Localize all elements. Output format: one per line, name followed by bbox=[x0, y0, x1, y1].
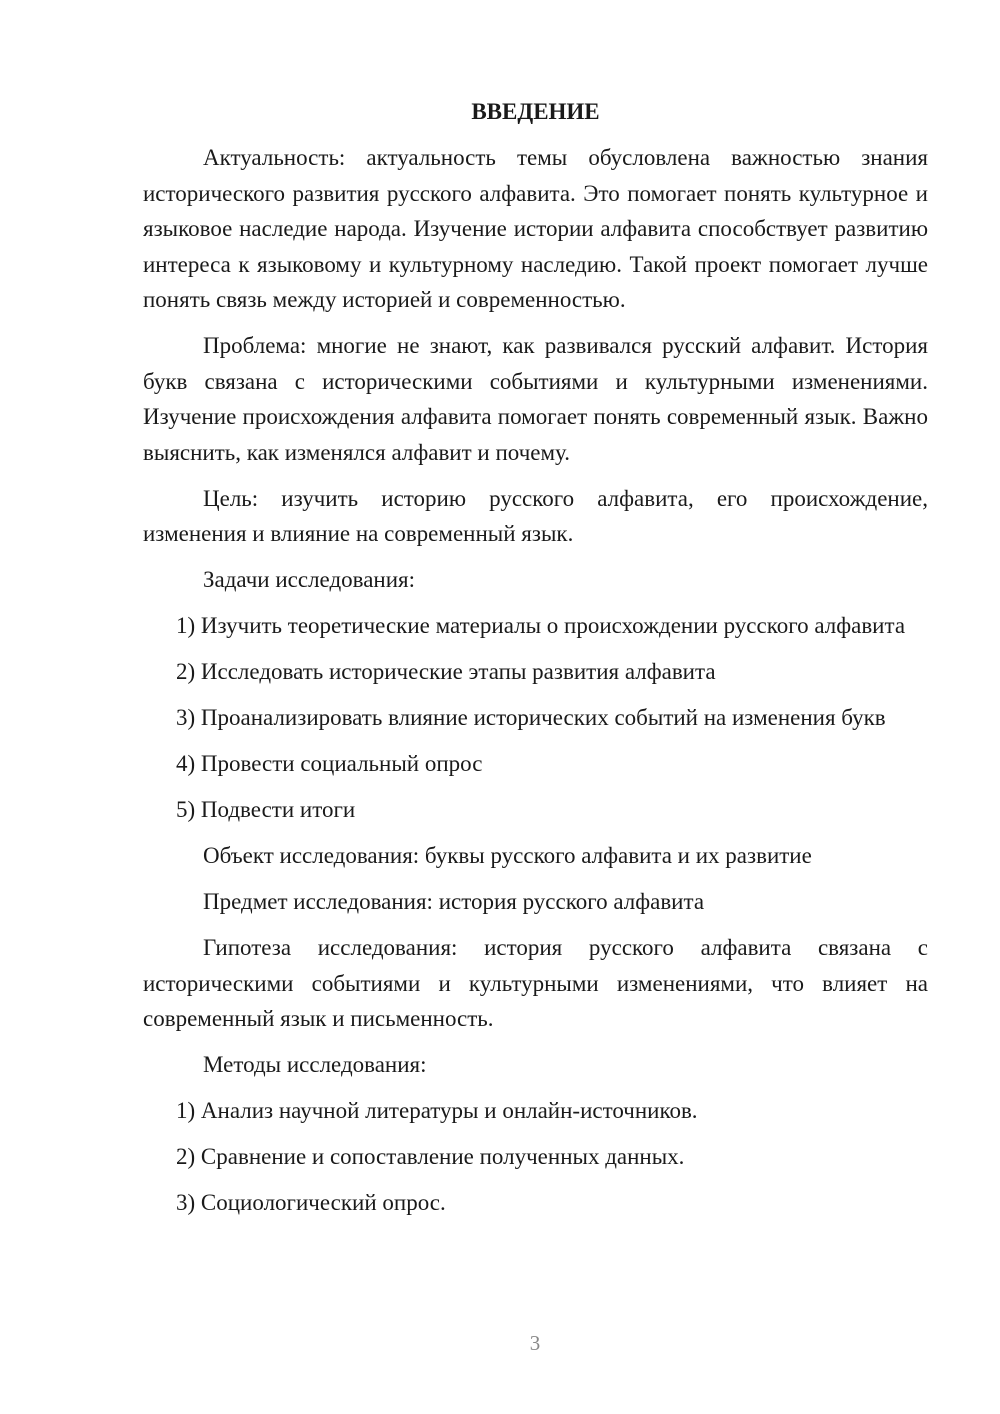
paragraph-problem: Проблема: многие не знают, как развивался русский алфавит. История букв связана с историческими событиями и культурными изменениями. Изучение происхождения алфавита помогает понять современный язык. Важно выяснить, как изменялся алфавит и почему. bbox=[143, 333, 928, 465]
paragraph-subject: Предмет исследования: история русского алфавита bbox=[203, 889, 705, 914]
paragraph-methods-heading: Методы исследования: bbox=[203, 1052, 427, 1077]
task-item: 3) Проанализировать влияние исторических событий на изменения букв bbox=[176, 705, 886, 730]
method-item: 3) Социологический опрос. bbox=[176, 1190, 446, 1215]
document-body bbox=[143, 94, 928, 1231]
task-item: 5) Подвести итоги bbox=[176, 797, 356, 822]
page-number: 3 bbox=[529, 1331, 541, 1355]
paragraph-object: Объект исследования: буквы русского алфавита и их развитие bbox=[203, 843, 812, 868]
paragraph-relevance: Актуальность: актуальность темы обусловлена важностью знания исторического развития русского алфавита. Это помогает понять культурное и языковое наследие народа. Изучение истории алфавита способствует развитию интереса к языковому и культурному наследию. Такой проект помогает лучше понять связь между историей и современностью. bbox=[143, 145, 928, 312]
method-item: 1) Анализ научной литературы и онлайн-источников. bbox=[176, 1098, 698, 1123]
method-item: 2) Сравнение и сопоставление полученных данных. bbox=[176, 1144, 685, 1169]
paragraph-goal: Цель: изучить историю русского алфавита, его происхождение, изменения и влияние на современный язык. bbox=[143, 485, 928, 546]
paragraph-tasks-heading: Задачи исследования: bbox=[203, 567, 416, 592]
task-item: 1) Изучить теоретические материалы о происхождении русского алфавита bbox=[176, 613, 906, 638]
section-title: ВВЕДЕНИЕ bbox=[471, 99, 600, 124]
task-item: 2) Исследовать исторические этапы развития алфавита bbox=[176, 659, 716, 684]
task-item: 4) Провести социальный опрос bbox=[176, 751, 483, 776]
paragraph-hypothesis: Гипотеза исследования: история русского алфавита связана с историческими событиями и культурными изменениями, что влияет на современный язык и письменность. bbox=[143, 935, 928, 1031]
